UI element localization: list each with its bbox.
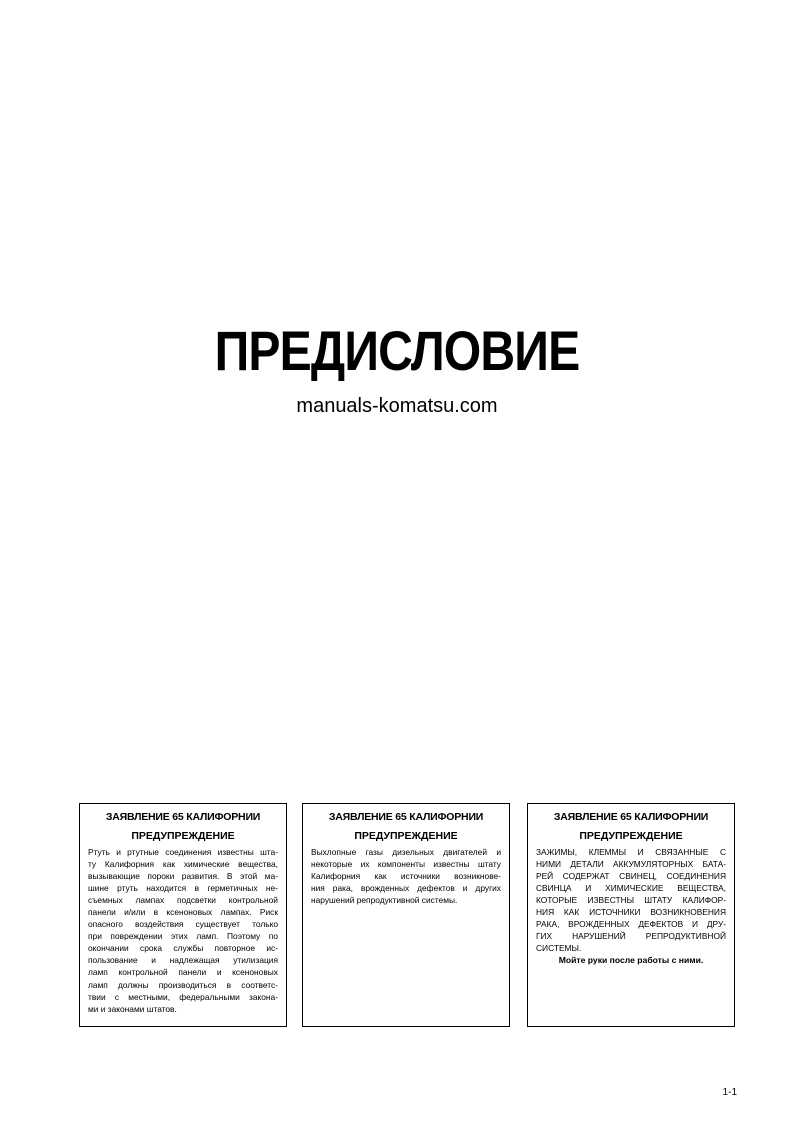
body-text-line: опасного воздействия существует только [88, 919, 278, 930]
page-number: 1-1 [722, 1087, 737, 1098]
body-text-line: СИСТЕМЫ. [536, 943, 582, 954]
box-heading: ЗАЯВЛЕНИЕ 65 КАЛИФОРНИИ [105, 811, 261, 823]
body-text-line: Выхлопные газы дизельных двигателей и [311, 847, 501, 857]
body-text-line: ГИХ НАРУШЕНИЙ РЕПРОДУКТИВНОЙ [536, 931, 726, 942]
body-text-line: НИМИ ДЕТАЛИ АККУМУЛЯТОРНЫХ БАТА- [536, 859, 726, 870]
body-text-line: ламп контрольной панели и ксеноновых [88, 967, 278, 978]
body-text-line: ЗАЖИМЫ, КЛЕММЫ И СВЯЗАННЫЕ С [536, 847, 726, 857]
page-title: ПРЕДИСЛОВИЕ [214, 319, 580, 382]
body-text-line: Калифорния как источники возникнове- [311, 871, 501, 882]
body-text-line: СВИНЦА И ХИМИЧЕСКИЕ ВЕЩЕСТВА, [536, 883, 726, 894]
body-text-line: РЕЙ СОДЕРЖАТ СВИНЕЦ, СОЕДИНЕНИЯ [536, 871, 726, 882]
source-url: manuals-komatsu.com [296, 395, 498, 417]
body-text-line: пользование и надлежащая утилизация [88, 955, 278, 966]
body-text-line: панели и/или в ксеноновых лампах. Риск [88, 907, 278, 918]
body-text-line: твии с местными, федеральными закона- [88, 991, 278, 1002]
box-subheading: ПРЕДУПРЕЖДЕНИЕ [579, 830, 683, 842]
body-text-line: РАКА, ВРОЖДЕННЫХ ДЕФЕКТОВ И ДРУ- [536, 919, 726, 930]
warning-box-battery [527, 803, 735, 1027]
body-text-line: ми и законами штатов. [88, 1003, 177, 1014]
box-note: Мойте руки после работы с ними. [558, 955, 704, 966]
box-heading: ЗАЯВЛЕНИЕ 65 КАЛИФОРНИИ [328, 811, 484, 823]
box-subheading: ПРЕДУПРЕЖДЕНИЕ [131, 830, 235, 842]
body-text-line: съемных лампах подсветки контрольной [88, 895, 278, 906]
warning-box-exhaust [302, 803, 510, 1027]
box-subheading: ПРЕДУПРЕЖДЕНИЕ [354, 830, 458, 842]
body-text-line: вызывающие пороки развития. В этой ма- [88, 871, 278, 882]
body-text-line: некоторые их компоненты известны штату [311, 859, 501, 870]
warning-box-mercury [79, 803, 287, 1027]
box-heading: ЗАЯВЛЕНИЕ 65 КАЛИФОРНИИ [553, 811, 709, 823]
body-text-line: КОТОРЫЕ ИЗВЕСТНЫ ШТАТУ КАЛИФОР- [536, 895, 726, 906]
body-text-line: окончании срока службы повторное ис- [88, 943, 278, 954]
body-text-line: нарушений репродуктивной системы. [311, 895, 458, 906]
body-text-line: шине ртуть находится в герметичных не- [88, 883, 278, 894]
body-text-line: при повреждении этих ламп. Поэтому по [88, 931, 278, 942]
body-text-line: Ртуть и ртутные соединения известны шта- [88, 847, 278, 857]
body-text-line: ния рака, врожденных дефектов и других [311, 883, 501, 894]
body-text-line: ту Калифорния как химические вещества, [88, 859, 278, 870]
body-text-line: ламп должны производиться в соответс- [88, 979, 278, 990]
body-text-line: НИЯ КАК ИСТОЧНИКИ ВОЗНИКНОВЕНИЯ [536, 907, 726, 918]
